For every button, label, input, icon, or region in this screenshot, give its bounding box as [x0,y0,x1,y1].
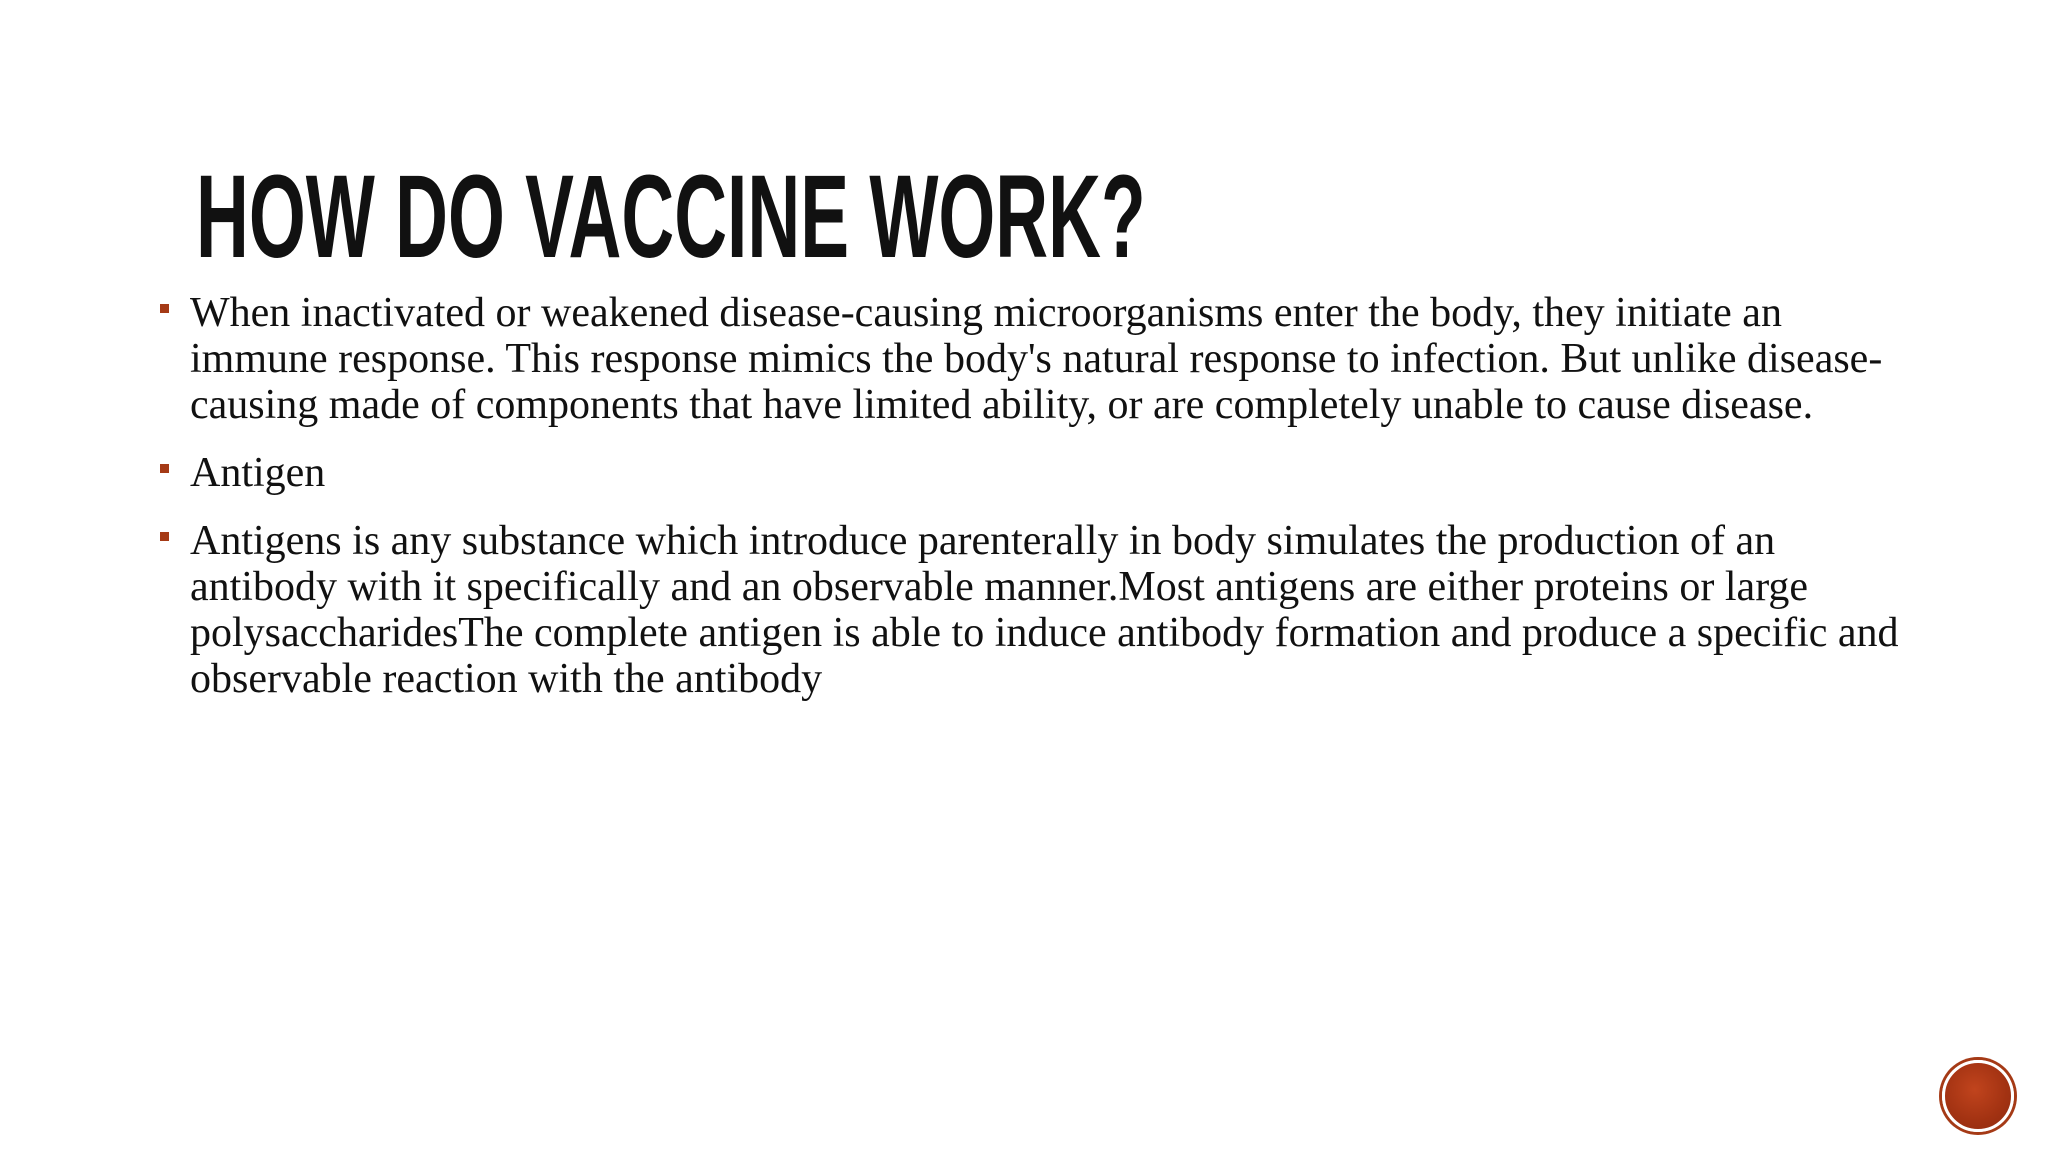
bullet-item-antigen-definition [158,518,1918,702]
bullet-text: When inactivated or weakened disease-causing microorganisms enter the body, they initiate an immune response. This response mimics the body's natural response to infection. But unlike disease-causing made of components that have limited ability, or are completely unable to cause disease. [190,290,1883,428]
bullet-item-vaccine-mechanism [158,290,1918,428]
slide-title: HOW DO VACCINE WORK? [196,151,1146,283]
bullet-item-antigen [158,450,1918,496]
bullet-text: Antigens is any substance which introduce parenterally in body simulates the production of an antibody with it specifically and an observable manner.Most antigens are either proteins or large polysaccharidesThe complete antigen is able to induce antibody formation and produce a specific and observable reaction with the antibody [190,518,1899,702]
bullet-list [158,290,1918,724]
bullet-text: Antigen [190,450,326,496]
slide-nav-circle-icon[interactable] [1942,1060,2014,1132]
